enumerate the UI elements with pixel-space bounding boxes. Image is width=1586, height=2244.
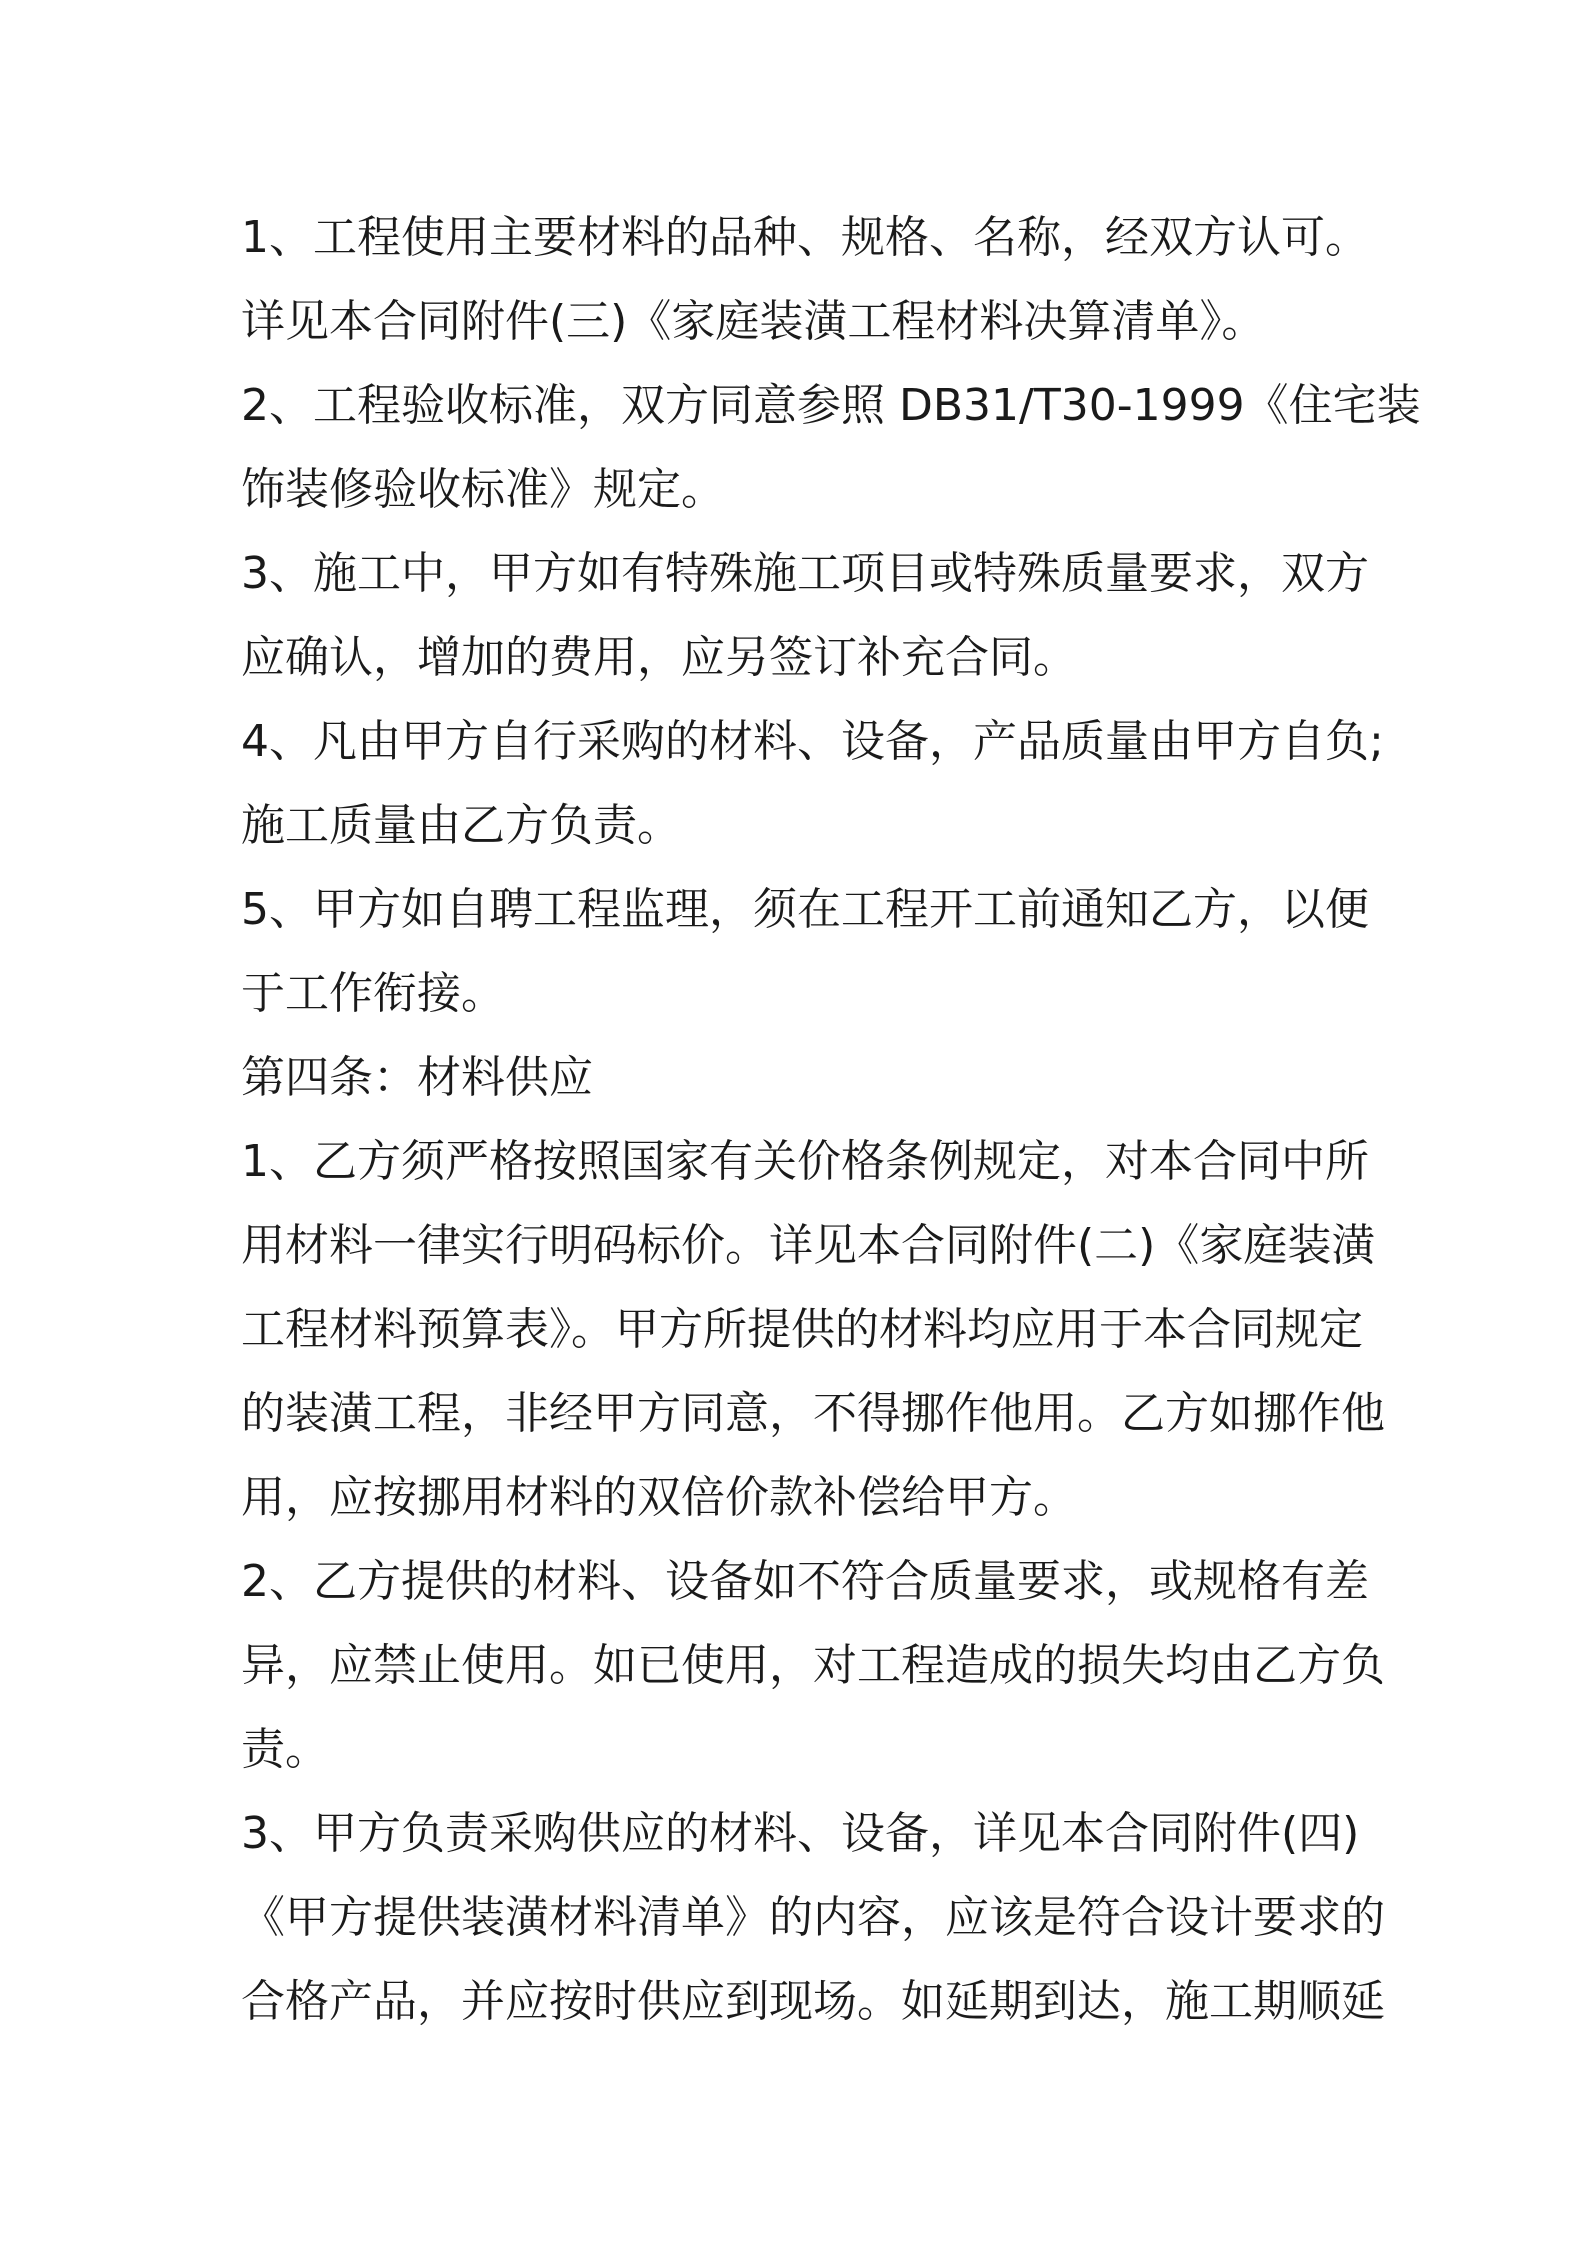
text-line: 2、工程验收标准，双方同意参照 DB31/T30-1999《住宅装 (241, 380, 1421, 431)
text-line: 工程材料预算表》。甲方所提供的材料均应用于本合同规定 (241, 1304, 1363, 1355)
text-line: 合格产品，并应按时供应到现场。如延期到达，施工期顺延 (241, 1976, 1385, 2027)
text-line: 应确认，增加的费用，应另签订补充合同。 (241, 632, 1077, 683)
text-line: 于工作衔接。 (241, 968, 505, 1019)
text-line: 4、凡由甲方自行采购的材料、设备，产品质量由甲方自负; (241, 716, 1384, 767)
text-line: 2、乙方提供的材料、设备如不符合质量要求，或规格有差 (241, 1556, 1369, 1607)
text-line: 详见本合同附件(三)《家庭装潢工程材料决算清单》。 (241, 296, 1266, 347)
text-line: 3、甲方负责采购供应的材料、设备，详见本合同附件(四) (241, 1808, 1360, 1859)
text-line: 3、施工中，甲方如有特殊施工项目或特殊质量要求，双方 (241, 548, 1369, 599)
text-line: 异，应禁止使用。如已使用，对工程造成的损失均由乙方负 (241, 1640, 1385, 1691)
text-line: 饰装修验收标准》规定。 (241, 464, 725, 515)
text-line: 责。 (241, 1724, 329, 1775)
text-line: 用，应按挪用材料的双倍价款补偿给甲方。 (241, 1472, 1077, 1523)
text-line: 5、甲方如自聘工程监理，须在工程开工前通知乙方，以便 (241, 884, 1369, 935)
text-line: 用材料一律实行明码标价。详见本合同附件(二)《家庭装潢 (241, 1220, 1376, 1271)
text-line: 1、工程使用主要材料的品种、规格、名称，经双方认可。 (241, 212, 1369, 263)
text-line: 《甲方提供装潢材料清单》的内容，应该是符合设计要求的 (241, 1892, 1385, 1943)
text-line: 的装潢工程，非经甲方同意，不得挪作他用。乙方如挪作他 (241, 1388, 1385, 1439)
contract-text (241, 196, 1421, 2044)
section-heading: 第四条：材料供应 (241, 1052, 593, 1103)
text-line: 施工质量由乙方负责。 (241, 800, 681, 851)
text-line: 1、乙方须严格按照国家有关价格条例规定，对本合同中所 (241, 1136, 1369, 1187)
